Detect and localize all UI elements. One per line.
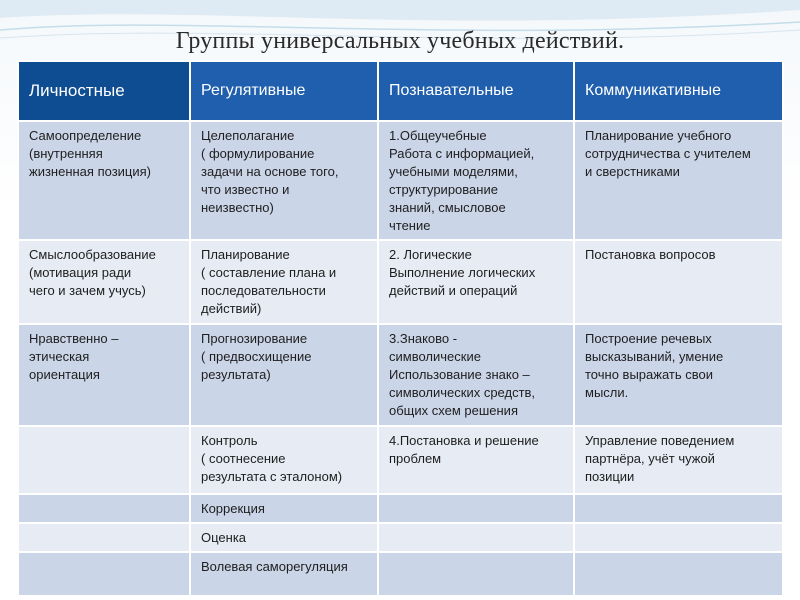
table-cell (378, 121, 574, 240)
cell-text: Контроль ( соотнесение результата с эталоном) (201, 433, 343, 484)
table-cell (190, 552, 378, 596)
table-row (18, 240, 783, 324)
table-cell (18, 523, 190, 552)
header-regulatory: Регулятивные (190, 61, 378, 121)
cell-text: Оценка (201, 530, 247, 545)
cell-text: Смыслообразование (мотивация ради чего и зачем учусь) (29, 247, 156, 298)
table-cell (18, 494, 190, 523)
table-cell (18, 552, 190, 596)
cell-text: Планирование учебного сотрудничества с учителем и сверстниками (585, 128, 751, 179)
table-cell (190, 426, 378, 494)
table-cell (574, 523, 783, 552)
table-row (18, 426, 783, 494)
table-row (18, 324, 783, 426)
table-cell (18, 426, 190, 494)
table-cell (378, 494, 574, 523)
table-row (18, 121, 783, 240)
cell-text: Самоопределение (внутренняя жизненная позиция) (29, 128, 151, 179)
table-cell (378, 523, 574, 552)
cell-text: 2. Логические Выполнение логических действий и операций (389, 247, 536, 298)
cell-text: Управление поведением партнёра, учёт чужой позиции (585, 433, 735, 484)
table-cell (574, 240, 783, 324)
cell-text: 4.Постановка и решение проблем (389, 433, 539, 466)
table-cell (378, 426, 574, 494)
table-cell (574, 426, 783, 494)
table-cell (18, 121, 190, 240)
cell-text: 1.Общеучебные Работа с информацией, учебными моделями, структурирование знаний, смысловое чтение (389, 128, 535, 233)
table-cell (574, 494, 783, 523)
table-row (18, 523, 783, 552)
cell-text: Построение речевых высказываний, умение точно выражать свои мысли. (585, 331, 724, 400)
header-communicative: Коммуникативные (574, 61, 783, 121)
table-cell (378, 552, 574, 596)
table-row (18, 494, 783, 523)
header-row (18, 61, 783, 121)
table-cell (190, 494, 378, 523)
slide-title: Группы универсальных учебных действий. (175, 28, 625, 54)
table-cell (378, 324, 574, 426)
table-cell (18, 240, 190, 324)
cell-text: Целеполагание ( формулирование задачи на основе того, что известно и неизвестно) (201, 128, 339, 215)
cell-text: Коррекция (201, 501, 265, 516)
cell-text: Планирование ( составление плана и последовательности действий) (201, 247, 337, 316)
cell-text: Нравственно – этическая ориентация (29, 331, 119, 382)
table-row (18, 552, 783, 596)
table-cell (190, 121, 378, 240)
table-cell (190, 523, 378, 552)
table-cell (574, 121, 783, 240)
cell-text: Постановка вопросов (585, 247, 716, 262)
cell-text: Волевая саморегуляция (201, 559, 348, 574)
cell-text: Прогнозирование ( предвосхищение результата) (201, 331, 312, 382)
header-cognitive: Познавательные (378, 61, 574, 121)
table-cell (18, 324, 190, 426)
table-cell (574, 552, 783, 596)
table-cell (190, 240, 378, 324)
cell-text: 3.Знаково - символические Использование знако – символических средств, общих схем решения (389, 331, 536, 418)
table-cell (574, 324, 783, 426)
table-cell (378, 240, 574, 324)
table-cell (190, 324, 378, 426)
uud-table (17, 60, 784, 597)
header-personal: Личностные (18, 61, 190, 121)
